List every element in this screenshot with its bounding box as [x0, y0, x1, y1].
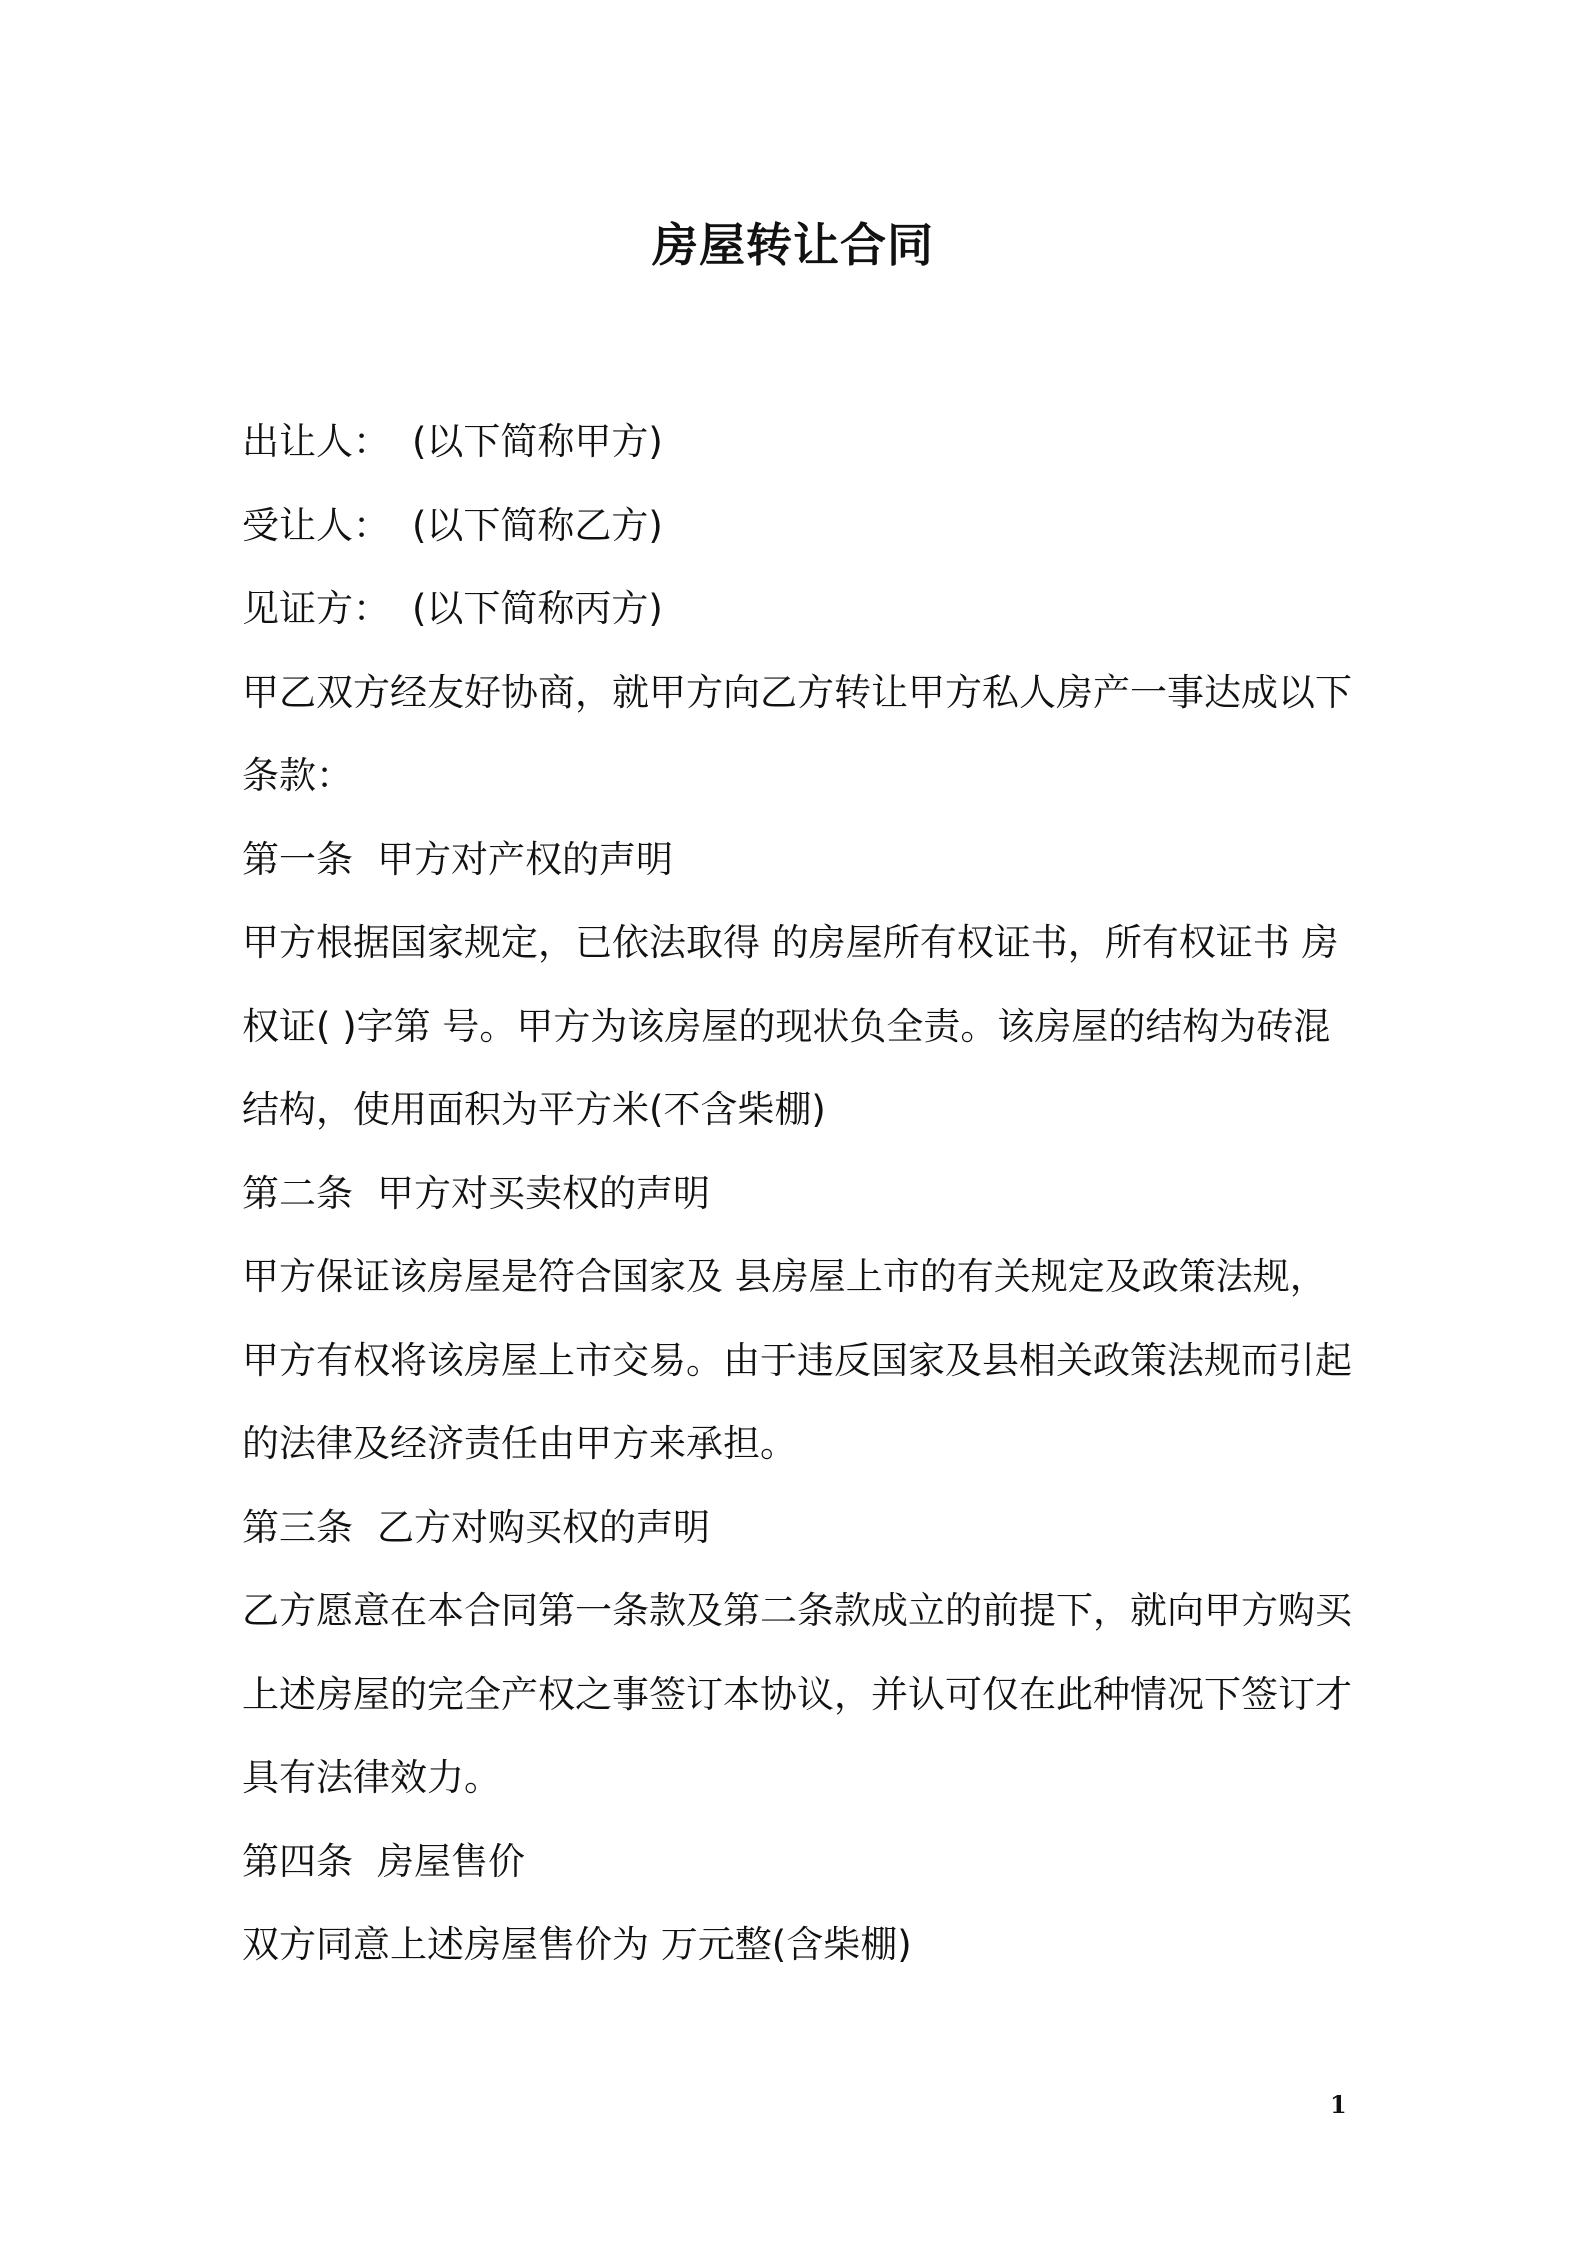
article-number: 第三条 — [242, 1505, 353, 1549]
party-value: (以下简称丙方) — [412, 587, 663, 630]
article-text-line: 甲方有权将该房屋上市交易。由于违反国家及县相关政策法规而引起 — [242, 1338, 1352, 1382]
article-text-line: 甲方保证该房屋是符合国家及 县房屋上市的有关规定及政策法规， — [242, 1255, 1327, 1298]
article-number: 第二条 — [242, 1171, 353, 1215]
article-title: 甲方对产权的声明 — [377, 837, 673, 881]
article-heading-4 — [242, 1820, 1362, 1904]
party-label: 见证方： — [242, 587, 390, 630]
article-text-line: 具有法律效力。 — [242, 1756, 501, 1799]
party-line-transferor — [242, 400, 1362, 484]
article-title: 房屋售价 — [377, 1839, 525, 1883]
intro-line: 条款： — [242, 754, 353, 797]
article-text-line: 甲方根据国家规定，已依法取得 的房屋所有权证书，所有权证书 房 — [242, 921, 1339, 964]
party-value: (以下简称甲方) — [412, 420, 663, 463]
article-title: 甲方对买卖权的声明 — [377, 1171, 710, 1215]
document-body — [242, 400, 1362, 1987]
article-heading-1 — [242, 818, 1362, 902]
article-heading-2 — [242, 1152, 1362, 1236]
article-text-line: 的法律及经济责任由甲方来承担。 — [242, 1422, 797, 1465]
party-line-transferee — [242, 484, 1362, 568]
article-text-line: 结构，使用面积为平方米(不含柴棚) — [242, 1088, 826, 1131]
party-line-witness — [242, 567, 1362, 651]
article-heading-3 — [242, 1486, 1362, 1570]
party-label: 受让人： — [242, 503, 390, 547]
page-number: 1 — [1330, 2090, 1347, 2119]
article-text-line: 权证( )字第 号。甲方为该房屋的现状负全责。该房屋的结构为砖混 — [242, 1004, 1331, 1048]
party-value: (以下简称乙方) — [412, 503, 663, 547]
article-number: 第一条 — [242, 837, 353, 881]
article-number: 第四条 — [242, 1839, 353, 1883]
article-text-line: 乙方愿意在本合同第一条款及第二条款成立的前提下，就向甲方购买 — [242, 1589, 1352, 1632]
intro-line: 甲乙双方经友好协商，就甲方向乙方转让甲方私人房产一事达成以下 — [242, 670, 1352, 714]
document-title: 房屋转让合同 — [652, 218, 934, 272]
party-label: 出让人： — [242, 420, 390, 463]
article-text-line: 上述房屋的完全产权之事签订本协议，并认可仅在此种情况下签订才 — [242, 1672, 1352, 1716]
article-title: 乙方对购买权的声明 — [377, 1505, 710, 1549]
article-text-line: 双方同意上述房屋售价为 万元整(含柴棚) — [242, 1923, 912, 1966]
